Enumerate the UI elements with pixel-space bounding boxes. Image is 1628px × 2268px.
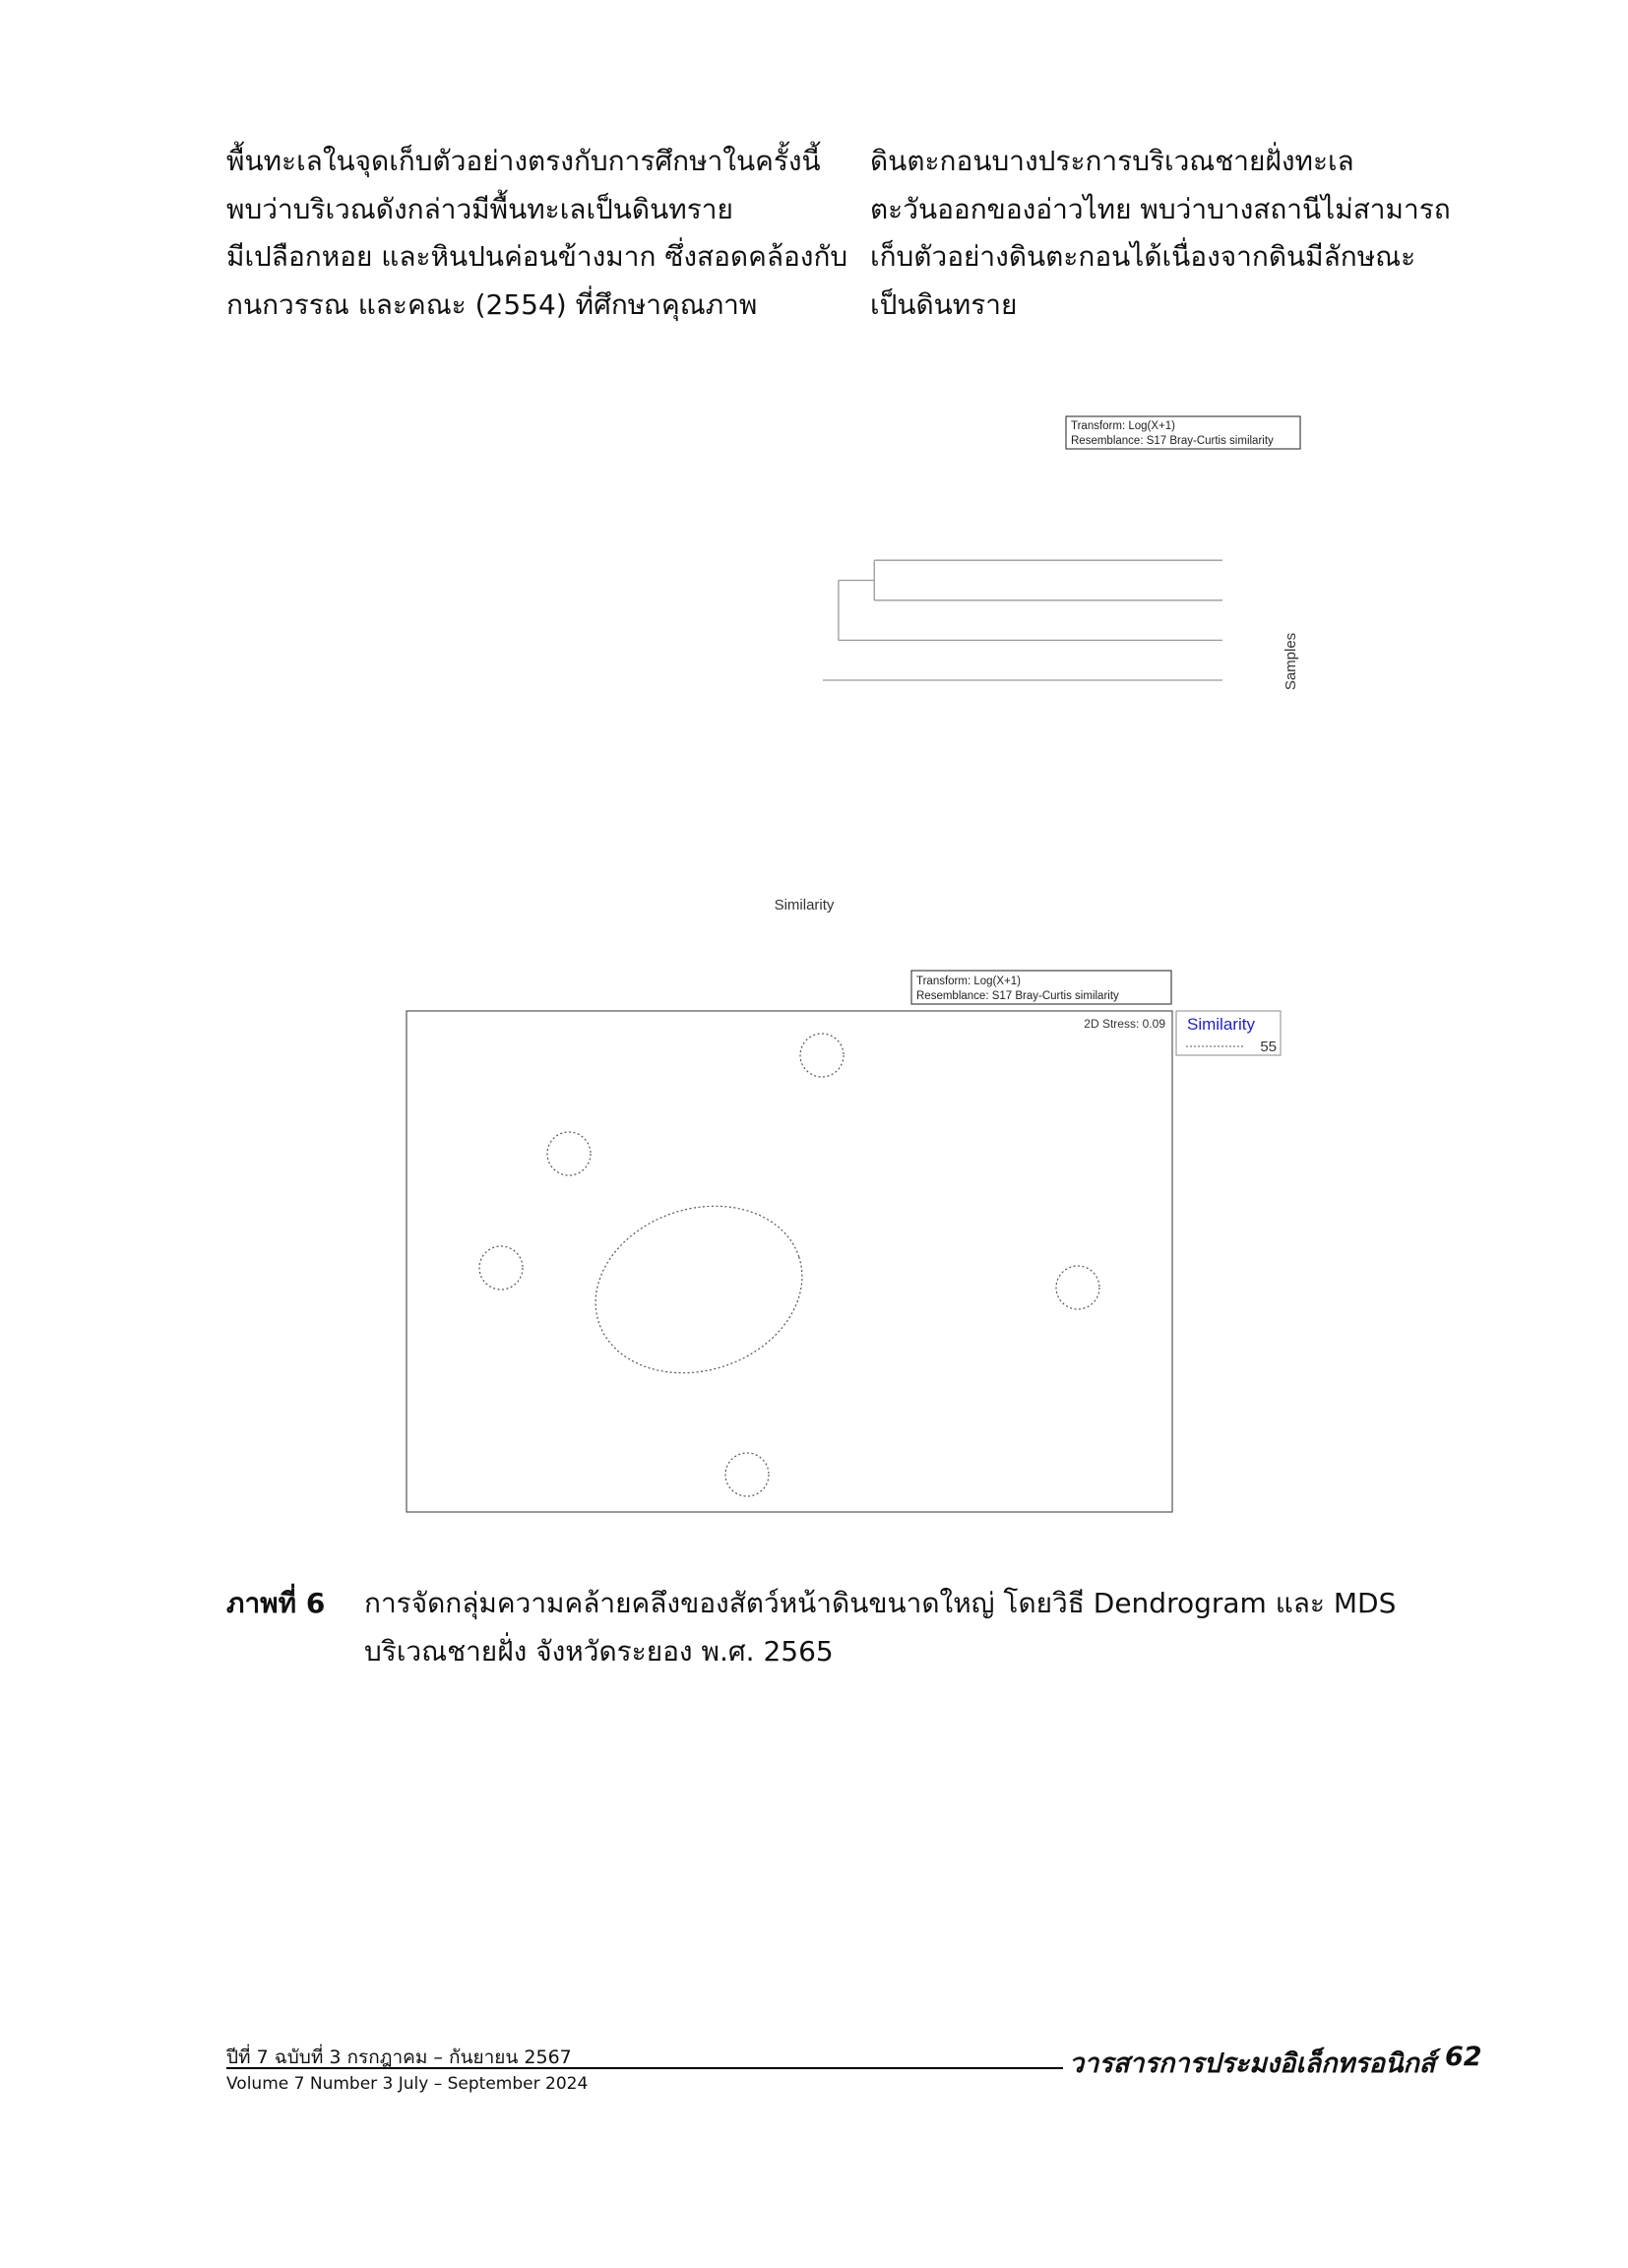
dendrogram-x-axis-title: Similarity [774,897,835,914]
dendrogram-chart [0,0,1628,945]
page-number: 62 [1445,2042,1482,2072]
dendrogram-legend-transform: Transform: Log(X+1) [1071,420,1175,432]
mds-legend-transform: Transform: Log(X+1) [916,976,1021,987]
cluster-ellipse [574,1180,824,1399]
text-line: พบว่าบริเวณดังกล่าวมีพื้นทะเลเป็นดินทราย [226,192,733,225]
dendrogram-legend-resemblance: Resemblance: S17 Bray-Curtis similarity [1071,435,1274,447]
similarity-legend-value: 55 [1260,1039,1277,1055]
caption-line: การจัดกลุ่มความคล้ายคลึงของสัตว์หน้าดินขนาดใหญ่ โดยวิธี Dendrogram และ MDS [364,1587,1397,1619]
mds-plot [0,945,1628,1536]
cluster-circle [547,1132,591,1175]
text-line: เก็บตัวอย่างดินตะกอนได้เนื่องจากดินมีลักษณะ [870,240,1416,273]
text-line: มีเปลือกหอย และหินปนค่อนข้างมาก ซึ่งสอดคล้องกับ [226,240,848,273]
footer-journal-name: วารสารการประมงอิเล็กทรอนิกส์ [1069,2048,1436,2079]
caption-label: ภาพที่ 6 [226,1587,326,1619]
text-line: ตะวันออกของอ่าวไทย พบว่าบางสถานีไม่สามารถ [870,192,1451,225]
mds-similarity-circles [479,1034,1099,1496]
similarity-legend-title: Similarity [1187,1015,1255,1034]
text-line: พื้นทะเลในจุดเก็บตัวอย่างตรงกับการศึกษาในครั้งนี้ [226,145,821,177]
dendrogram-branches [823,560,1222,680]
cluster-circle [479,1246,523,1290]
text-line: ดินตะกอนบางประการบริเวณชายฝั่งทะเล [870,145,1354,177]
caption-text [364,1579,1396,1675]
footer-issue: ปีที่ 7 ฉบับที่ 3 กรกฎาคม – กันยายน 2567 [226,2047,572,2068]
caption-line: บริเวณชายฝั่ง จังหวัดระยอง พ.ศ. 2565 [364,1635,834,1668]
footer-rule [226,2067,1063,2069]
cluster-circle [800,1034,844,1077]
dendrogram-y-axis-title: Samples [1283,632,1299,691]
text-line: เป็นดินทราย [870,287,1018,321]
cluster-circle [1056,1266,1099,1309]
mds-legend-resemblance: Resemblance: S17 Bray-Curtis similarity [916,990,1119,1002]
cluster-circle [725,1453,769,1496]
text-line: กนกวรรณ และคณะ (2554) ที่ศึกษาคุณภาพ [226,287,758,321]
footer-volume: Volume 7 Number 3 July – September 2024 [226,2074,589,2094]
mds-stress-label: 2D Stress: 0.09 [1084,1017,1165,1031]
